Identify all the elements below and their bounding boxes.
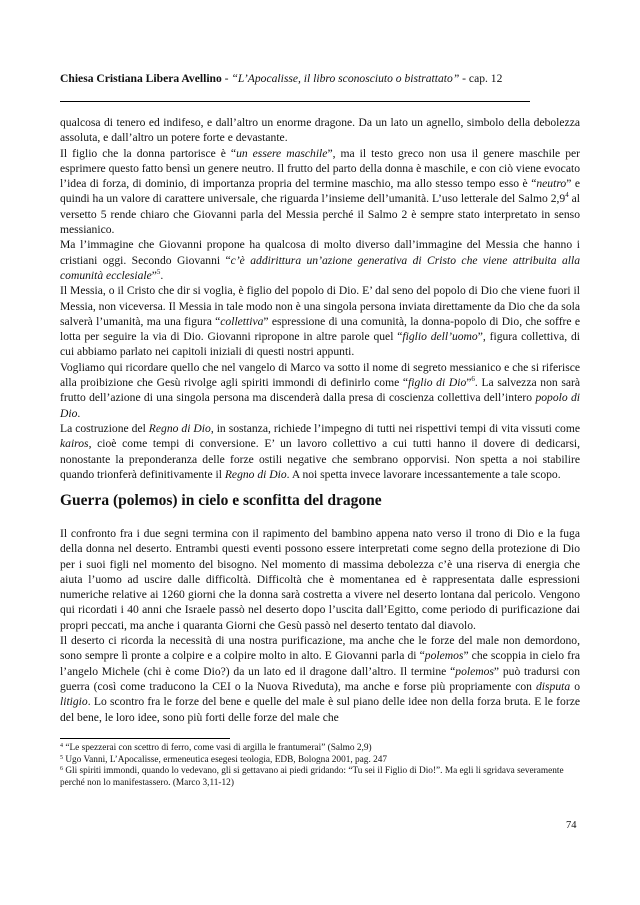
section-text [60,526,580,725]
main-text [60,115,580,482]
paragraph-2: Il figlio che la donna partorisce è “un essere maschile”, ma il testo greco non usa il genere maschile per esprimere questo fatto bensì un genere neutro. Il frutto del parto della donna è maschile, e con ciò viene evocato l’idea di forza, di dominio, di importanza propria del termine maschio, ma allo stesso tempo esso è “neutro” e quindi ha un valore di carattere universale, che riguarda l’insieme dell’umanità. L’uso letterale del Salmo $2,9^4$ al versetto 5 rende chiaro che Giovanni parla del Messia perché il Salmo 2 è sempre stato interpretato in senso messianico. [60,146,581,237]
running-header [60,71,580,86]
header-separator: - [221,72,232,85]
header-chapter: - cap. 12 [459,72,503,85]
footnote-ref-5: 5 [156,267,161,276]
paragraph-4: Il Messia, o il Cristo che dir si voglia, è figlio del popolo di Dio. E’ dal seno del popolo di Dio che viene fuori il Messia, non viceversa. Il Messia in tale modo non è una singola persona inviata direttamente da Dio che da sola salverà l’umanità, ma una figura “collettiva” espressione di una comunità, la donna-popolo di Dio, che soffre e lotta per seguire la via di Dio. Giovanni ripropone in altre parole quel “figlio dell’uomo”, figura collettiva, di cui abbiamo parlato nei capitoli iniziali di questi nostri appunti. [60,284,580,359]
header-rule [60,101,530,102]
paragraph-1: qualcosa di tenero ed indifeso, e dall’altro un enorme dragone. Da un lato un agnello, simbolo della debolezza assoluta, e dall’altro un potere forte e devastante. [60,116,580,145]
footnotes [60,743,580,789]
paragraph-6: La costruzione del Regno di Dio, in sostanza, richiede l’impegno di tutti nei rispettivi tempi di vita vissuti come kairos, cioè come tempi di conversione. E’ un lavoro collettivo a cui tutti hanno il dovere di dedicarsi, nonostante la preponderanza delle forze ostili negative che sembrano opporvisi. Non spetta a noi stabilire quando trionferà definitivamente il Regno di Dio. A noi spetta invece lavorare incessantemente a tale scopo. [60,421,580,481]
page-number: 74 [566,820,577,831]
header-organization: Chiesa Cristiana Libera Avellino [60,72,222,85]
footnote-ref-4: 4 [565,191,569,200]
footnote-6: $^6$ Gli spiriti immondi, quando lo vedevano, gli si gettavano ai piedi gridando: “Tu sei il Figlio di Dio!”. Ma egli li sgridava severamente perché non lo manifestassero. (Marco 3,11-12) [60,766,564,788]
paragraph-8: Il deserto ci ricorda la necessità di una nostra purificazione, ma anche che le forze del male non demordono, sono sempre lì pronte a colpire e a colpire molto in alto. E Giovanni parla di “polemos” che scoppia in cielo fra l’angelo Michele (chi è come Dio?) da un lato ed il dragone dall’altro. Il termine “polemos” può tradursi con guerra (così come traducono la CEI o la Nuova Riveduta), ma anche e forse più propriamente con disputa o litigio. Lo scontro fra le forze del bene e quelle del male è sul piano delle idee non della forza bruta. E le forze del bene, le loro idee, sono più forti delle forze del male che [60,634,581,724]
paragraph-3: Ma l’immagine che Giovanni propone ha qualcosa di molto diverso dall’immagine del Messia che hanno i cristiani oggi. Secondo Giovanni “c’è addirittura un’azione generativa di Cristo che viene attribuita alla comunità ecclesiale”$^5$. [60,238,580,282]
section-heading: Guerra (polemos) in cielo e sconfitta del dragone [60,492,382,509]
footnote-4: $^4$ “Le spezzerai con scettro di ferro, come vasi di argilla le frantumerai” (Salmo 2,9) [60,743,372,753]
paragraph-5: Vogliamo qui ricordare quello che nel vangelo di Marco va sotto il nome di segreto messianico e che si riferisce alla proibizione che Gesù rivolge agli spiriti immondi di definirlo come “figlio di Dio”$^6$. La salvezza non sarà frutto dell’azione di una singola persona ma discenderà dalla presa di coscienza collettiva dell’intero popolo di Dio. [60,360,580,420]
footnote-5: $^5$ Ugo Vanni, L’Apocalisse, ermeneutica esegesi teologia, EDB, Bologna 2001, pag. 247 [60,754,388,765]
footnote-rule [60,738,230,739]
paragraph-7: Il confronto fra i due segni termina con il rapimento del bambino appena nato verso il trono di Dio e la fuga della donna nel deserto. Entrambi questi eventi possono essere interpretati come segno della protezione di Dio per i suoi figli nel momento del bisogno. Nel momento di massima debolezza c’è una riserva di energia che aiuta l’uomo ad uscire dalle difficoltà. Difficoltà che è momentanea ed è rappresentata dalle espressioni numeriche relative ai 1260 giorni che la donna sarà costretta a vivere nel deserto lontana dal pericolo. Vengono qui ricordati i 40 anni che Israele passò nel deserto dopo l’uscita dall’Egitto, come periodo di purificazione dai propri peccati, ma anche i quaranta Giorni che Gesù passò nel deserto tentato dal diavolo. [60,527,580,632]
footnote-ref-6: 6 [471,375,475,384]
header-book-title: “L’Apocalisse, il libro sconosciuto o bistrattato” [231,72,460,85]
